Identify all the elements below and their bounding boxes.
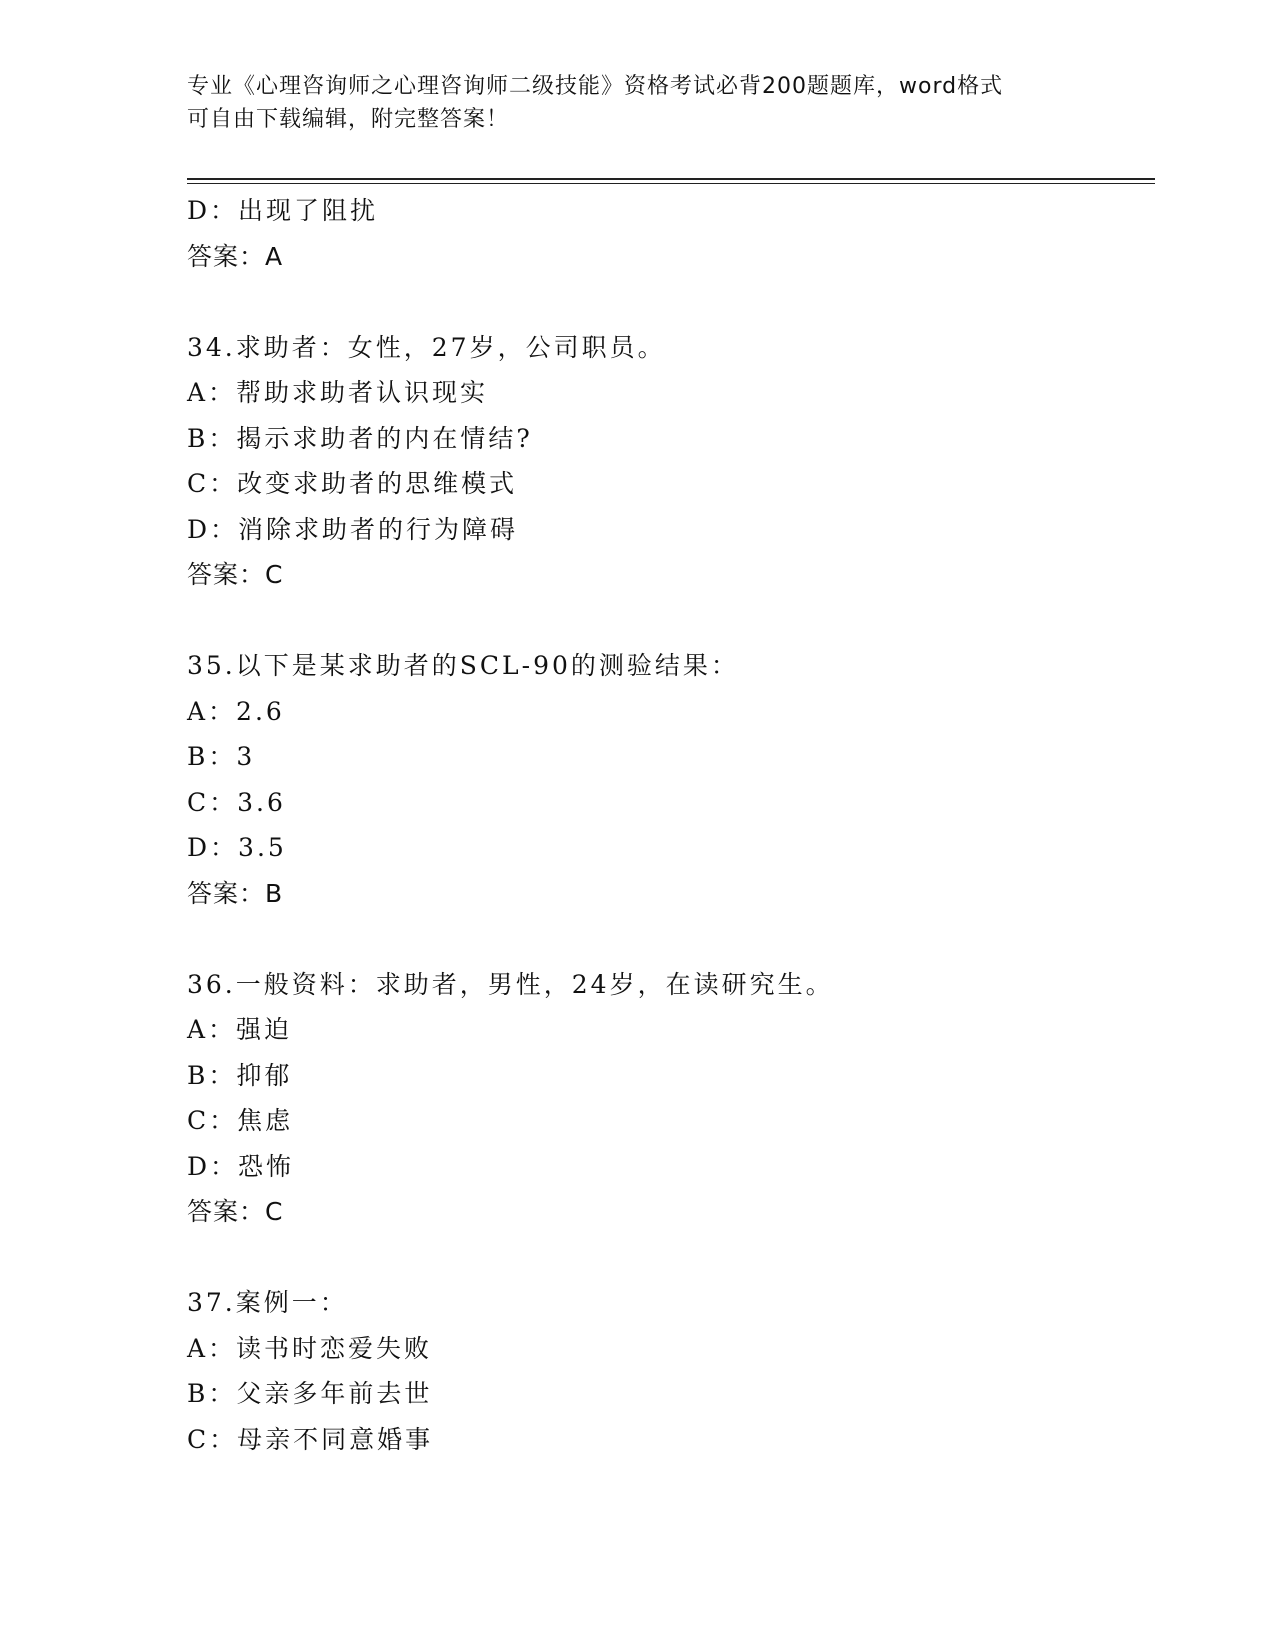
option-a: A：强迫 (187, 1015, 293, 1044)
question-35 (187, 643, 1155, 916)
option-d: D：消除求助者的行为障碍 (187, 514, 519, 544)
option-d: D：3.5 (187, 833, 287, 862)
spacer (187, 279, 1155, 325)
option-a: A：2.6 (187, 696, 285, 726)
question-34 (187, 325, 1155, 598)
answer: 答案：B (187, 878, 284, 908)
header-divider-thick (187, 178, 1155, 180)
answer: 答案：C (187, 1197, 284, 1226)
option-d: D：恐怖 (187, 1151, 295, 1181)
option-c: C：母亲不同意婚事 (187, 1424, 434, 1454)
previous-question-option-d: D：出现了阻扰 (187, 196, 379, 225)
header-divider-thin (187, 183, 1155, 184)
spacer (187, 598, 1155, 644)
option-b: B：3 (187, 742, 256, 771)
option-a: A：帮助求助者认识现实 (187, 378, 489, 407)
document-header (187, 70, 1087, 136)
question-stem: 36.一般资料：求助者，男性，24岁，在读研究生。 (187, 969, 834, 999)
option-c: C：改变求助者的思维模式 (187, 469, 518, 498)
spacer (187, 1235, 1155, 1281)
question-37 (187, 1280, 1155, 1462)
question-stem: 34.求助者：女性，27岁，公司职员。 (187, 332, 666, 362)
option-b: B：揭示求助者的内在情结? (187, 423, 533, 453)
answer: 答案：C (187, 560, 284, 589)
header-title-line-2: 可自由下载编辑，附完整答案！ (187, 107, 510, 132)
header-title-line-1: 专业《心理咨询师之心理咨询师二级技能》资格考试必背200题题库，word格式 (187, 74, 1004, 99)
previous-question-answer: 答案：A (187, 241, 284, 271)
question-36 (187, 962, 1155, 1235)
option-b: B：父亲多年前去世 (187, 1379, 433, 1408)
option-b: B：抑郁 (187, 1060, 293, 1090)
option-c: C：3.6 (187, 787, 286, 817)
question-list (187, 188, 1155, 1462)
question-stem: 35.以下是某求助者的SCL-90的测验结果： (187, 651, 739, 680)
option-c: C：焦虑 (187, 1106, 294, 1135)
spacer (187, 916, 1155, 962)
option-a: A：读书时恋爱失败 (187, 1333, 433, 1363)
question-stem: 37.案例一： (187, 1288, 348, 1317)
